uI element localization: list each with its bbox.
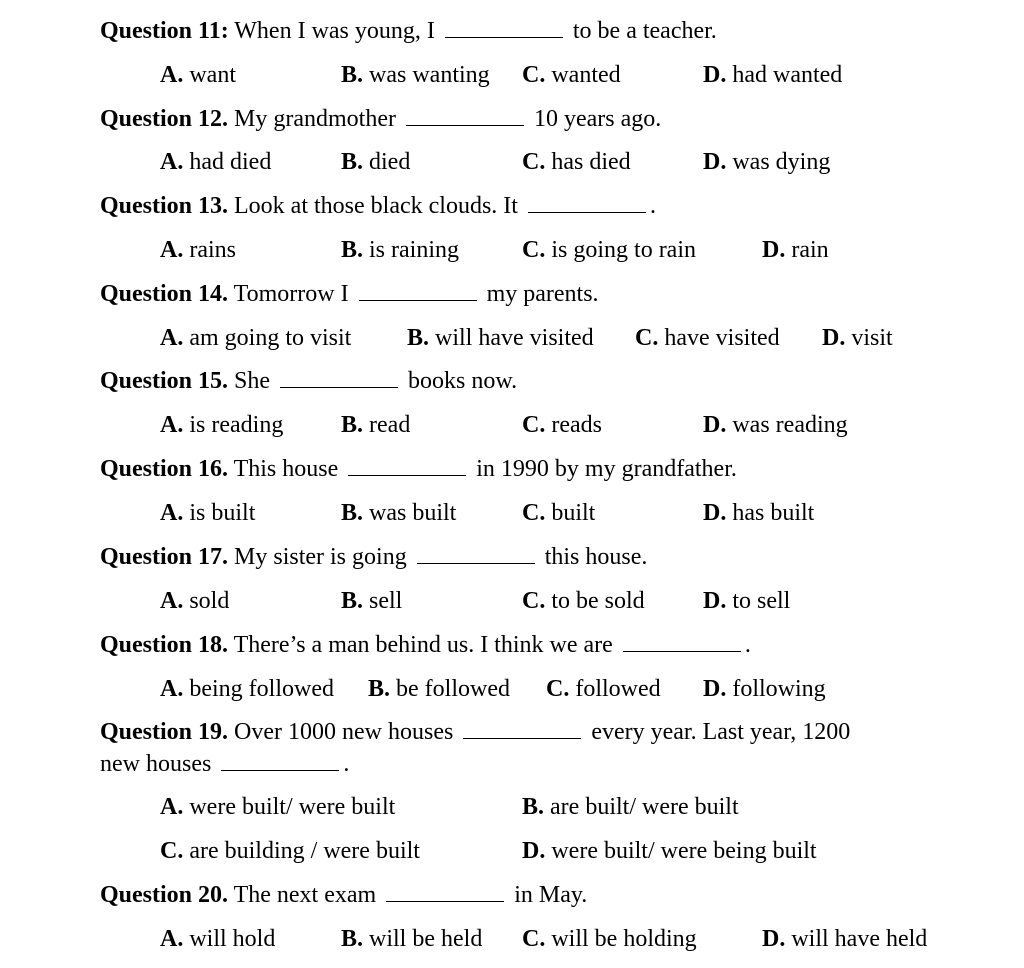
- option-d[interactable]: [522, 837, 817, 865]
- option-letter: D.: [703, 412, 727, 438]
- answer-blank: [280, 367, 398, 388]
- option-text: reads: [551, 412, 602, 438]
- option-letter: D.: [703, 62, 727, 88]
- option-text: are building / were built: [189, 838, 420, 864]
- question-label: Question 15.: [100, 368, 229, 394]
- option-text: has built: [732, 500, 815, 526]
- question-13: [100, 192, 656, 220]
- option-c[interactable]: [522, 925, 697, 953]
- option-letter: A.: [160, 237, 184, 263]
- question-text-after: books now.: [408, 368, 518, 394]
- question-text-line2: new houses: [100, 751, 212, 777]
- option-letter: C.: [522, 588, 546, 614]
- option-b[interactable]: [341, 411, 410, 439]
- option-letter: B.: [341, 412, 364, 438]
- question-text-after: in May.: [514, 882, 588, 908]
- answer-blank: [417, 543, 535, 564]
- question-20: [100, 881, 587, 909]
- option-d[interactable]: [703, 148, 830, 176]
- option-letter: B.: [341, 500, 364, 526]
- question-text-after: to be a teacher.: [572, 18, 717, 44]
- option-text: rain: [791, 237, 829, 263]
- option-letter: C.: [522, 412, 546, 438]
- option-text: will have visited: [435, 325, 594, 351]
- answer-blank: [445, 17, 563, 38]
- option-a[interactable]: [160, 925, 275, 953]
- option-text: will have held: [791, 926, 928, 952]
- option-b[interactable]: [341, 499, 456, 527]
- option-letter: B.: [522, 794, 545, 820]
- question-text-before: Tomorrow I: [233, 281, 349, 307]
- question-15: [100, 367, 517, 395]
- option-letter: A.: [160, 926, 184, 952]
- option-text: has died: [551, 149, 631, 175]
- option-text: is raining: [369, 237, 460, 263]
- option-letter: D.: [703, 500, 727, 526]
- option-c[interactable]: [522, 411, 602, 439]
- question-text-before: There’s a man behind us. I think we are: [233, 632, 613, 658]
- option-letter: A.: [160, 588, 184, 614]
- answer-blank: [528, 192, 646, 213]
- answer-blank: [348, 455, 466, 476]
- option-text: to be sold: [551, 588, 645, 614]
- option-letter: C.: [522, 237, 546, 263]
- option-letter: A.: [160, 325, 184, 351]
- option-letter: D.: [703, 149, 727, 175]
- option-text: to sell: [732, 588, 791, 614]
- option-b[interactable]: [407, 324, 594, 352]
- question-text-before: The next exam: [233, 882, 377, 908]
- question-text-before: My grandmother: [234, 106, 396, 132]
- option-letter: A.: [160, 412, 184, 438]
- answer-blank: [463, 718, 581, 739]
- question-text-before: When I was young, I: [234, 18, 435, 44]
- option-c[interactable]: [522, 148, 631, 176]
- option-a[interactable]: [160, 587, 229, 615]
- option-b[interactable]: [368, 675, 510, 703]
- option-b[interactable]: [341, 61, 490, 89]
- option-text: was built: [369, 500, 457, 526]
- option-text: died: [369, 149, 411, 175]
- question-19-continued: [100, 750, 349, 778]
- question-19: [100, 718, 850, 746]
- question-label: Question 17.: [100, 544, 229, 570]
- question-label: Question 11:: [100, 18, 229, 44]
- option-text: will hold: [189, 926, 276, 952]
- question-text-after: this house.: [544, 544, 648, 570]
- answer-blank: [623, 631, 741, 652]
- option-d[interactable]: [703, 587, 790, 615]
- option-b[interactable]: [341, 148, 410, 176]
- question-text-after: 10 years ago.: [533, 106, 662, 132]
- question-label: Question 12.: [100, 106, 229, 132]
- option-text: were built/ were being built: [551, 838, 817, 864]
- option-text: following: [732, 676, 826, 702]
- option-letter: B.: [341, 62, 364, 88]
- option-letter: C.: [522, 926, 546, 952]
- question-text-line2-after: .: [343, 751, 350, 777]
- option-text: am going to visit: [189, 325, 352, 351]
- question-14: [100, 280, 599, 308]
- option-a[interactable]: [160, 61, 236, 89]
- question-text-before: Over 1000 new houses: [234, 719, 454, 745]
- question-17: [100, 543, 647, 571]
- option-letter: C.: [522, 62, 546, 88]
- option-text: built: [551, 500, 596, 526]
- option-text: is reading: [189, 412, 284, 438]
- option-letter: C.: [546, 676, 570, 702]
- option-d[interactable]: [822, 324, 893, 352]
- question-label: Question 13.: [100, 193, 229, 219]
- option-c[interactable]: [635, 324, 780, 352]
- option-c[interactable]: [522, 236, 696, 264]
- option-text: want: [189, 62, 236, 88]
- question-label: Question 18.: [100, 632, 229, 658]
- option-d[interactable]: [762, 236, 829, 264]
- question-16: [100, 455, 737, 483]
- option-a[interactable]: [160, 499, 255, 527]
- answer-blank: [221, 750, 339, 771]
- option-letter: D.: [822, 325, 846, 351]
- option-text: read: [369, 412, 411, 438]
- question-12: [100, 105, 661, 133]
- option-letter: D.: [703, 588, 727, 614]
- option-b[interactable]: [341, 587, 402, 615]
- option-b[interactable]: [341, 925, 482, 953]
- option-letter: B.: [341, 237, 364, 263]
- question-text-after: .: [649, 193, 656, 219]
- option-text: visit: [851, 325, 893, 351]
- question-label: Question 20.: [100, 882, 229, 908]
- option-letter: B.: [407, 325, 430, 351]
- question-label: Question 14.: [100, 281, 229, 307]
- option-d[interactable]: [762, 925, 927, 953]
- question-text-after: every year. Last year, 1200: [591, 719, 851, 745]
- answer-blank: [359, 280, 477, 301]
- option-b[interactable]: [522, 793, 739, 821]
- option-text: will be held: [369, 926, 483, 952]
- option-letter: A.: [160, 149, 184, 175]
- option-text: was dying: [732, 149, 831, 175]
- option-c[interactable]: [522, 61, 621, 89]
- option-text: is going to rain: [551, 237, 696, 263]
- option-d[interactable]: [703, 61, 842, 89]
- option-text: have visited: [664, 325, 780, 351]
- option-d[interactable]: [703, 411, 848, 439]
- option-c[interactable]: [160, 837, 420, 865]
- option-text: be followed: [396, 676, 510, 702]
- option-letter: C.: [522, 149, 546, 175]
- option-text: being followed: [189, 676, 334, 702]
- option-letter: D.: [522, 838, 546, 864]
- option-c[interactable]: [522, 587, 645, 615]
- option-letter: A.: [160, 676, 184, 702]
- option-a[interactable]: [160, 236, 236, 264]
- question-text-before: She: [234, 368, 271, 394]
- question-label: Question 16.: [100, 456, 229, 482]
- option-letter: C.: [635, 325, 659, 351]
- option-a[interactable]: [160, 148, 271, 176]
- option-letter: B.: [341, 588, 364, 614]
- question-text-before: Look at those black clouds. It: [234, 193, 518, 219]
- option-text: was wanting: [369, 62, 490, 88]
- option-letter: A.: [160, 62, 184, 88]
- option-text: had wanted: [732, 62, 843, 88]
- option-d[interactable]: [703, 499, 814, 527]
- option-a[interactable]: [160, 411, 283, 439]
- option-letter: A.: [160, 794, 184, 820]
- question-text-after: in 1990 by my grandfather.: [476, 456, 737, 482]
- answer-blank: [386, 881, 504, 902]
- option-letter: B.: [341, 926, 364, 952]
- option-text: was reading: [732, 412, 848, 438]
- option-letter: D.: [762, 926, 786, 952]
- option-letter: B.: [341, 149, 364, 175]
- option-letter: B.: [368, 676, 391, 702]
- option-letter: D.: [703, 676, 727, 702]
- option-a[interactable]: [160, 675, 334, 703]
- option-text: sold: [189, 588, 230, 614]
- answer-blank: [406, 105, 524, 126]
- option-text: followed: [575, 676, 661, 702]
- question-18: [100, 631, 751, 659]
- option-text: were built/ were built: [189, 794, 396, 820]
- option-letter: C.: [160, 838, 184, 864]
- option-a[interactable]: [160, 793, 395, 821]
- option-text: sell: [369, 588, 403, 614]
- option-letter: C.: [522, 500, 546, 526]
- question-text-after: .: [744, 632, 751, 658]
- option-c[interactable]: [522, 499, 595, 527]
- option-text: had died: [189, 149, 272, 175]
- question-text-before: My sister is going: [234, 544, 407, 570]
- question-text-before: This house: [233, 456, 339, 482]
- option-c[interactable]: [546, 675, 661, 703]
- option-letter: D.: [762, 237, 786, 263]
- option-text: wanted: [551, 62, 621, 88]
- option-text: is built: [189, 500, 256, 526]
- option-text: are built/ were built: [550, 794, 739, 820]
- question-11: [100, 17, 717, 45]
- option-text: rains: [189, 237, 236, 263]
- option-d[interactable]: [703, 675, 826, 703]
- option-text: will be holding: [551, 926, 697, 952]
- option-b[interactable]: [341, 236, 459, 264]
- option-letter: A.: [160, 500, 184, 526]
- question-label: Question 19.: [100, 719, 229, 745]
- question-text-after: my parents.: [486, 281, 599, 307]
- option-a[interactable]: [160, 324, 351, 352]
